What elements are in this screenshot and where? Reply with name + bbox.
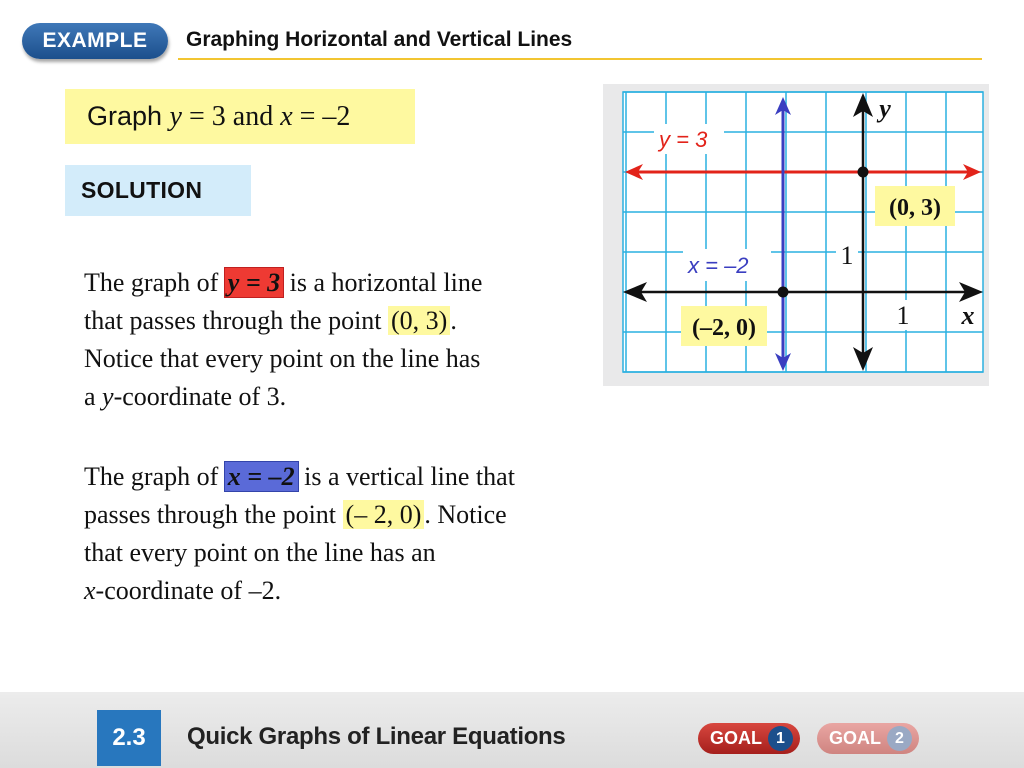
p2-text: . Notice bbox=[424, 500, 507, 529]
goal-1-label: GOAL bbox=[710, 728, 762, 748]
p1-text: that passes through the point bbox=[84, 306, 389, 335]
x-axis-label: x bbox=[961, 301, 975, 330]
p2-text: passes through the point bbox=[84, 500, 343, 529]
x-tick-label: 1 bbox=[896, 301, 910, 330]
point-highlight-0-3: (0, 3) bbox=[388, 306, 450, 335]
p2-var: x bbox=[84, 576, 96, 605]
goal-2-number: 2 bbox=[887, 726, 912, 751]
point-label-neg2-0: (–2, 0) bbox=[692, 315, 756, 341]
example-badge: EXAMPLE bbox=[22, 23, 168, 59]
line-label-y3: y = 3 bbox=[659, 127, 708, 152]
goal-1-number: 1 bbox=[768, 726, 793, 751]
p1-text: The graph of bbox=[84, 268, 225, 297]
p1-text: . bbox=[450, 306, 457, 335]
point-highlight-neg2-0: (– 2, 0) bbox=[343, 500, 425, 529]
p1-text: Notice that every point on the line has bbox=[84, 344, 481, 373]
prompt-eq2: = –2 bbox=[292, 100, 351, 132]
prompt-eq1: = 3 and bbox=[181, 100, 281, 132]
p2-text: is a vertical line that bbox=[297, 462, 515, 491]
section-title: Quick Graphs of Linear Equations bbox=[187, 723, 566, 750]
point-label-0-3: (0, 3) bbox=[889, 195, 941, 221]
example-title: Graphing Horizontal and Vertical Lines bbox=[186, 28, 573, 51]
p1-text: -coordinate of 3. bbox=[113, 382, 287, 411]
prompt-var-y: y bbox=[169, 100, 182, 132]
prompt-word: Graph bbox=[87, 101, 170, 131]
section-number: 2.3 bbox=[97, 710, 161, 766]
p1-text: is a horizontal line bbox=[283, 268, 483, 297]
equation-highlight-x-neg2: x = –2 bbox=[225, 462, 298, 491]
point-neg2-0 bbox=[778, 287, 789, 298]
goal-2-label: GOAL bbox=[829, 728, 881, 748]
p2-text: that every point on the line has an bbox=[84, 538, 436, 567]
prompt-var-x: x bbox=[280, 100, 293, 132]
goal-2-button[interactable] bbox=[817, 723, 919, 754]
p1-text: a bbox=[84, 382, 103, 411]
p1-var: y bbox=[102, 382, 114, 411]
y-tick-label: 1 bbox=[840, 241, 854, 270]
point-0-3 bbox=[858, 167, 869, 178]
solution-text: SOLUTION bbox=[81, 177, 203, 203]
goal-1-button[interactable] bbox=[698, 723, 800, 754]
p2-text: The graph of bbox=[84, 462, 225, 491]
y-axis-label: y bbox=[879, 94, 891, 123]
p2-text: -coordinate of –2. bbox=[95, 576, 282, 605]
equation-highlight-y3: y = 3 bbox=[225, 268, 283, 297]
line-label-x-neg2: x = –2 bbox=[688, 253, 749, 278]
